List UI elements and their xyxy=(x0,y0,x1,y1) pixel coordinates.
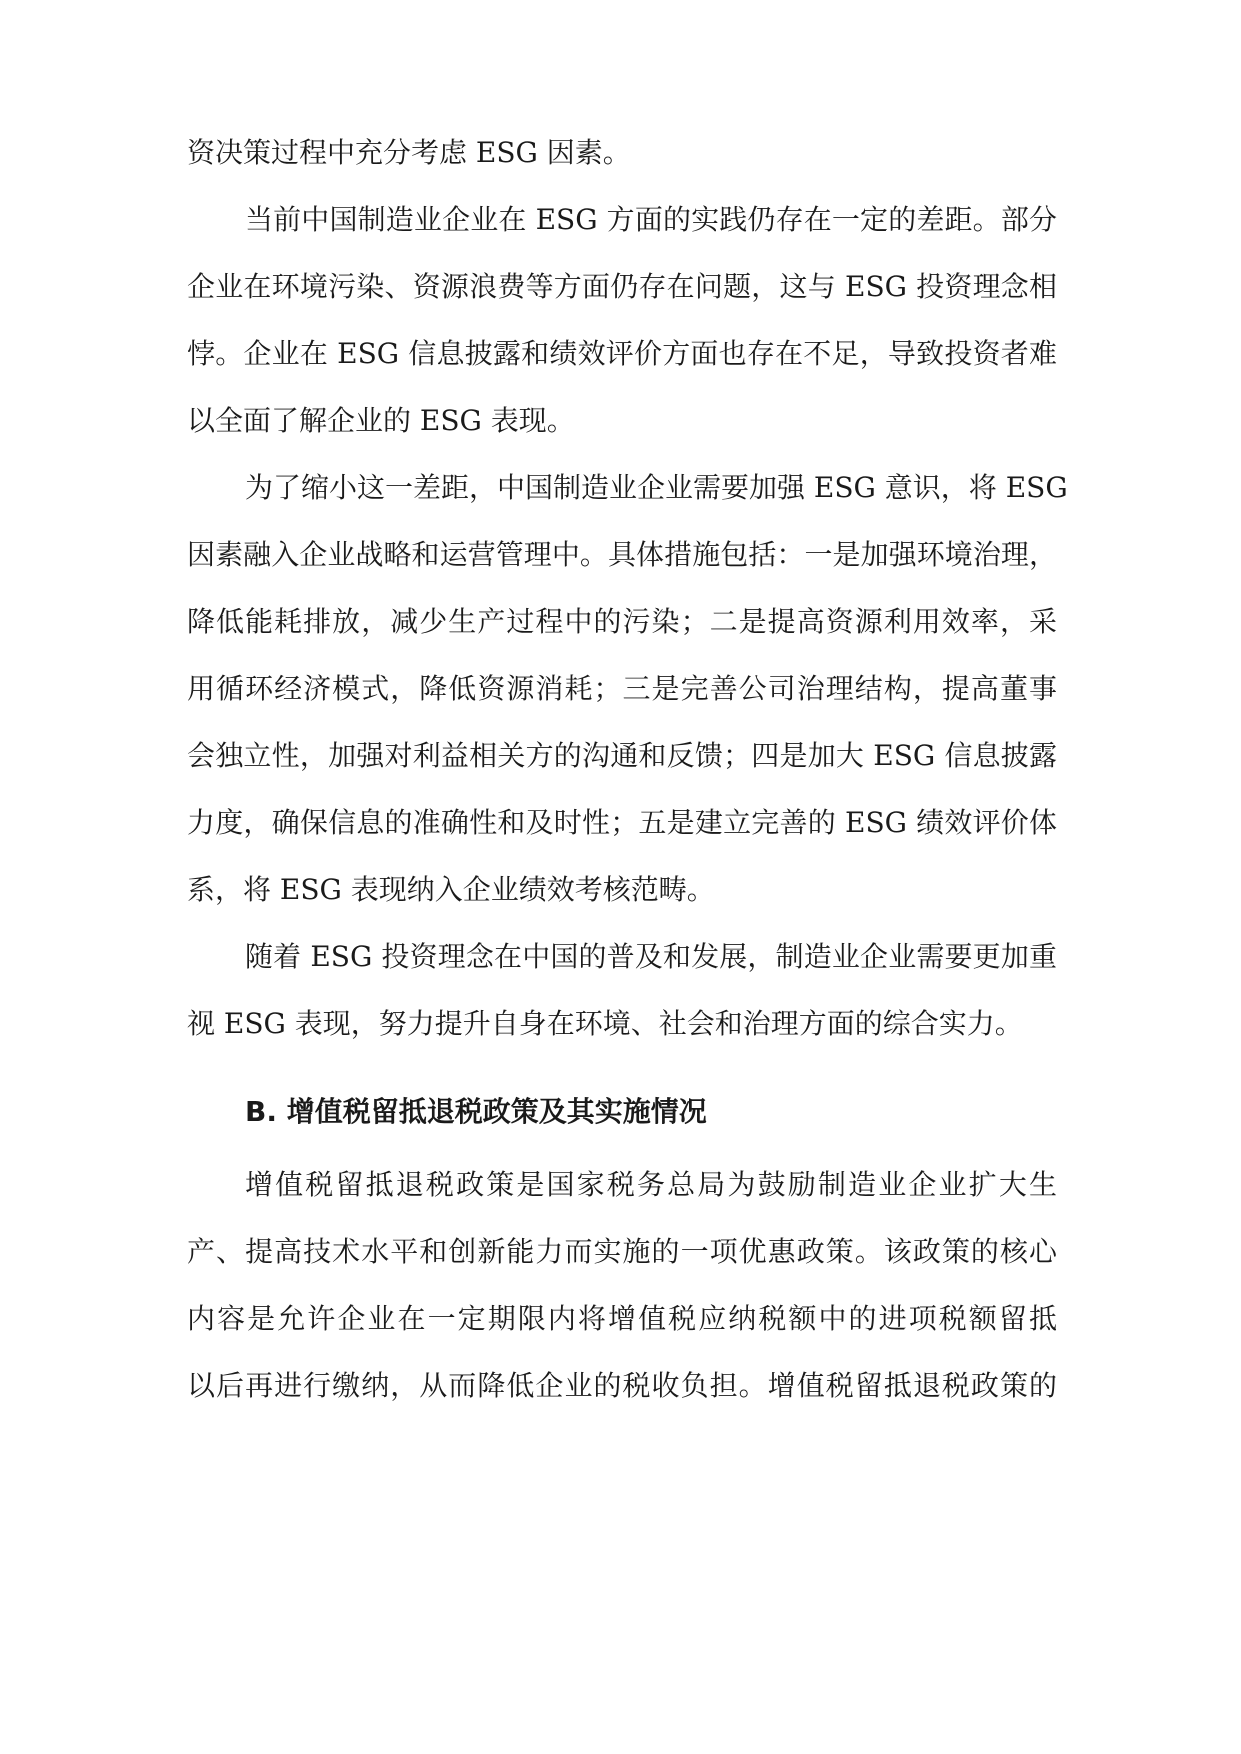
paragraph-line: 降低能耗排放，减少生产过程中的污染；二是提高资源利用效率，采 xyxy=(187,605,1057,638)
paragraph-line: 以全面了解企业的 ESG 表现。 xyxy=(187,404,575,437)
paragraph-line: 力度，确保信息的准确性和及时性；五是建立完善的 ESG 绩效评价体 xyxy=(187,806,1057,839)
paragraph-line: 悖。企业在 ESG 信息披露和绩效评价方面也存在不足，导致投资者难 xyxy=(187,337,1057,370)
paragraph-line: 因素融入企业战略和运营管理中。具体措施包括：一是加强环境治理， xyxy=(187,538,1057,571)
paragraph-line: 随着 ESG 投资理念在中国的普及和发展，制造业企业需要更加重 xyxy=(245,940,1057,973)
paragraph-line: 为了缩小这一差距，中国制造业企业需要加强 ESG 意识，将 ESG xyxy=(245,471,1068,504)
section-heading: B. 增值税留抵退税政策及其实施情况 xyxy=(245,1095,707,1128)
paragraph-line: 产、提高技术水平和创新能力而实施的一项优惠政策。该政策的核心 xyxy=(187,1235,1057,1268)
paragraph-line: 当前中国制造业企业在 ESG 方面的实践仍存在一定的差距。部分 xyxy=(245,203,1057,236)
paragraph-line: 会独立性，加强对利益相关方的沟通和反馈；四是加大 ESG 信息披露 xyxy=(187,739,1057,772)
paragraph-line: 企业在环境污染、资源浪费等方面仍存在问题，这与 ESG 投资理念相 xyxy=(187,270,1057,303)
paragraph-line: 视 ESG 表现，努力提升自身在环境、社会和治理方面的综合实力。 xyxy=(187,1007,1023,1040)
paragraph-line: 资决策过程中充分考虑 ESG 因素。 xyxy=(187,136,631,169)
paragraph-line: 系，将 ESG 表现纳入企业绩效考核范畴。 xyxy=(187,873,715,906)
paragraph-line: 增值税留抵退税政策是国家税务总局为鼓励制造业企业扩大生 xyxy=(245,1168,1057,1201)
paragraph-line: 用循环经济模式，降低资源消耗；三是完善公司治理结构，提高董事 xyxy=(187,672,1057,705)
paragraph-line: 以后再进行缴纳，从而降低企业的税收负担。增值税留抵退税政策的 xyxy=(187,1369,1057,1402)
paragraph-line: 内容是允许企业在一定期限内将增值税应纳税额中的进项税额留抵 xyxy=(187,1302,1057,1335)
